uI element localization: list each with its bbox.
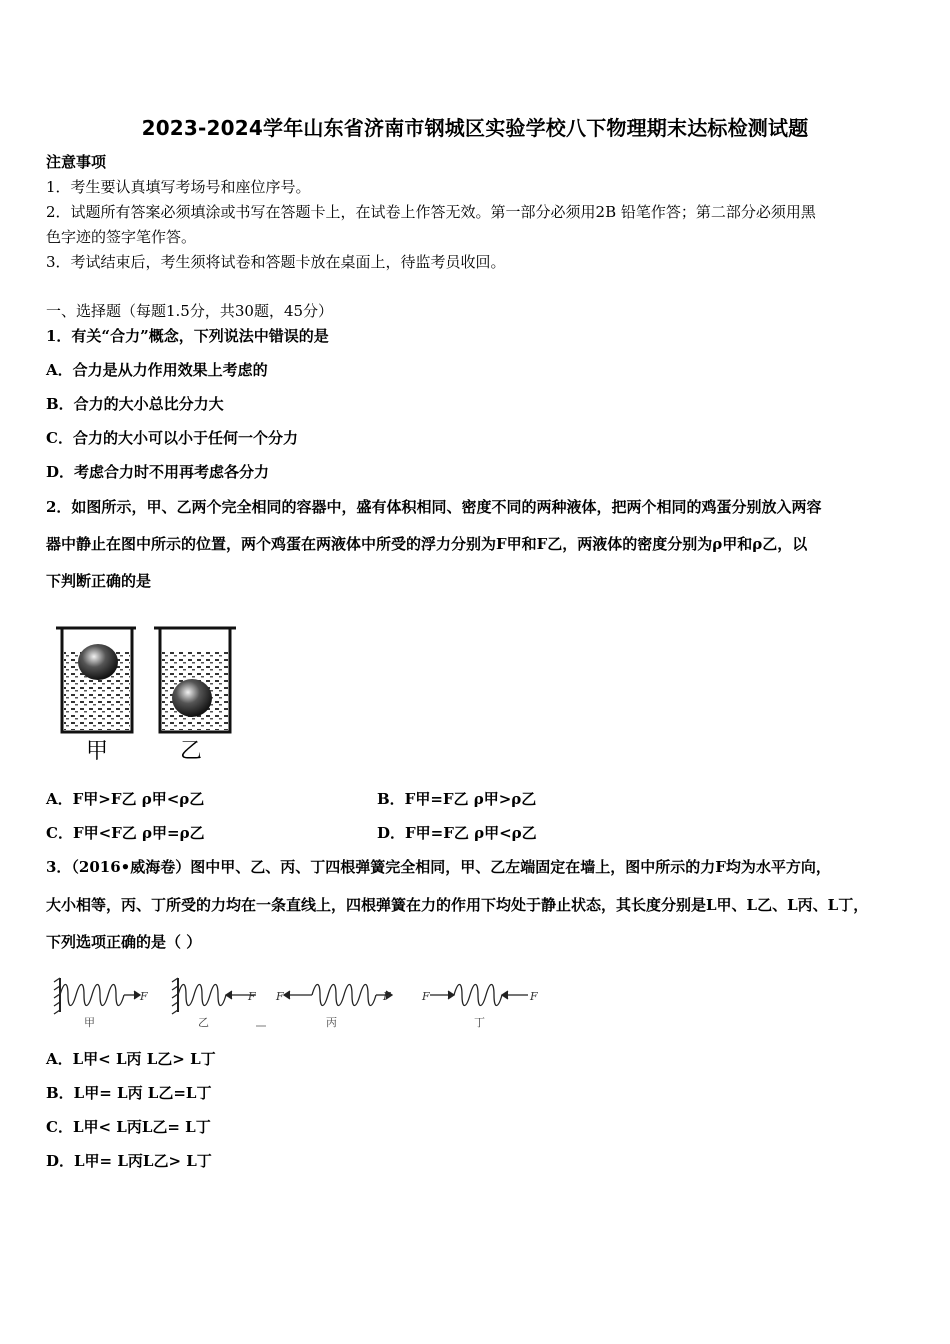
q3-option-c: C．L甲< L丙L乙= L丁 bbox=[46, 1118, 211, 1136]
spring-label-ding: 丁 bbox=[474, 1016, 485, 1029]
beaker-label-jia: 甲 bbox=[86, 739, 109, 762]
q1-option-a: A．合力是从力作用效果上考虑的 bbox=[46, 361, 268, 379]
notice-item-3: 3．考试结束后，考生须将试卷和答题卡放在桌面上，待监考员收回。 bbox=[46, 253, 506, 271]
notice-item-1: 1．考生要认真填写考场号和座位序号。 bbox=[46, 178, 311, 196]
q3-stem-line1: 3．（2016•威海卷）图中甲、乙、丙、丁四根弹簧完全相同，甲、乙左端固定在墙上，图中所示的力F均为水平方向， bbox=[46, 858, 831, 876]
q1-option-b: B．合力的大小总比分力大 bbox=[46, 395, 224, 413]
q2-stem-line3: 下判断正确的是 bbox=[46, 572, 152, 590]
force-label-bing-left: F bbox=[276, 990, 284, 1003]
spring-bing bbox=[284, 985, 392, 1006]
spring-yi bbox=[172, 978, 256, 1014]
spring-label-yi: 乙 bbox=[198, 1016, 209, 1029]
page-title: 2023-2024学年山东省济南市钢城区实验学校八下物理期末达标检测试题 bbox=[141, 116, 809, 140]
q3-option-a: A．L甲< L丙 L乙> L丁 bbox=[46, 1050, 216, 1068]
force-label-bing-right: F bbox=[383, 990, 391, 1003]
force-label-ding-left: F bbox=[422, 990, 430, 1003]
q1-stem: 1．有关“合力”概念，下列说法中错误的是 bbox=[46, 327, 329, 345]
force-label-jia: F bbox=[140, 990, 148, 1003]
q2-option-a: A．F甲>F乙 ρ甲<ρ乙 bbox=[46, 790, 205, 808]
force-label-yi: F bbox=[248, 990, 256, 1003]
q3-stem-line2: 大小相等，丙、丁所受的力均在一条直线上，四根弹簧在力的作用下均处于静止状态，其长度分别是L甲、L乙、L丙、L丁， bbox=[46, 896, 869, 914]
spring-label-jia: 甲 bbox=[84, 1016, 95, 1029]
beaker-jia bbox=[56, 628, 136, 732]
q2-stem-line1: 2．如图所示，甲、乙两个完全相同的容器中，盛有体积相同、密度不同的两种液体，把两个相同的鸡蛋分别放入两容 bbox=[46, 498, 822, 516]
spring-label-bing: 丙 bbox=[326, 1016, 337, 1029]
q2-beaker-figure bbox=[52, 622, 252, 762]
q3-spring-figure bbox=[50, 970, 550, 1032]
q3-option-d: D．L甲= L丙L乙> L丁 bbox=[46, 1152, 212, 1170]
notice-heading: 注意事项 bbox=[46, 153, 107, 171]
notice-item-2: 2．试题所有答案必须填涂或书写在答题卡上，在试卷上作答无效。第一部分必须用2B 铅笔作答；第二部分必须用黑 bbox=[46, 203, 816, 221]
notice-item-2-cont: 色字迹的签字笔作答。 bbox=[46, 228, 197, 246]
q2-option-c: C．F甲<F乙 ρ甲=ρ乙 bbox=[46, 824, 205, 842]
q2-option-b: B．F甲=F乙 ρ甲>ρ乙 bbox=[377, 790, 537, 808]
section-heading: 一、选择题（每题1.5分，共30题，45分） bbox=[46, 302, 334, 320]
beaker-yi bbox=[154, 628, 236, 732]
q3-option-b: B．L甲= L丙 L乙=L丁 bbox=[46, 1084, 212, 1102]
q2-stem-line2: 器中静止在图中所示的位置，两个鸡蛋在两液体中所受的浮力分别为F甲和F乙，两液体的密度分别为ρ甲和ρ乙，以 bbox=[46, 535, 808, 553]
q3-stem-line3: 下列选项正确的是（ ） bbox=[46, 933, 202, 951]
q2-option-d: D．F甲=F乙 ρ甲<ρ乙 bbox=[377, 824, 537, 842]
beaker-label-yi: 乙 bbox=[180, 739, 203, 762]
q1-option-c: C．合力的大小可以小于任何一个分力 bbox=[46, 429, 298, 447]
spring-ding bbox=[430, 985, 528, 1006]
spring-jia bbox=[54, 978, 140, 1014]
q1-option-d: D．考虑合力时不用再考虑各分力 bbox=[46, 463, 270, 481]
force-label-ding-right: F bbox=[530, 990, 538, 1003]
